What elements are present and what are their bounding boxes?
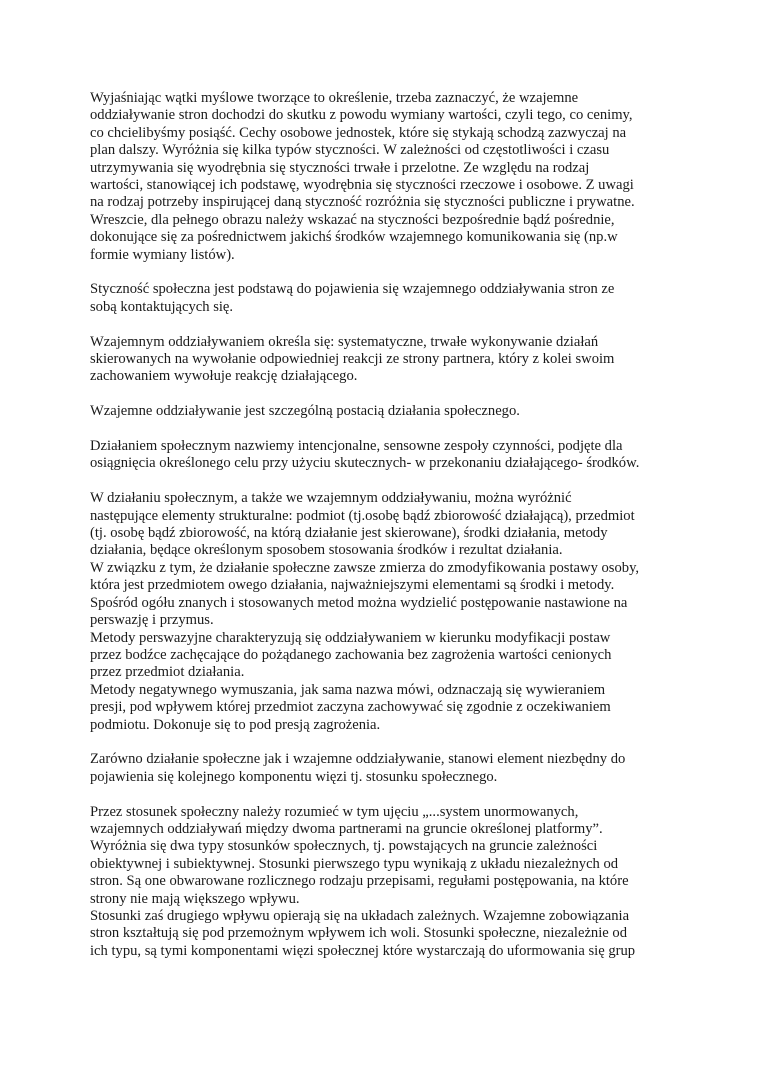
- text-line: (tj. osobę bądź zbiorowość, na którą działanie jest skierowane), środki działania, metody: [90, 525, 608, 542]
- paragraph-4: [90, 403, 670, 420]
- text-line: Metody perswazyjne charakteryzują się oddziaływaniem w kierunku modyfikacji postaw: [90, 629, 611, 646]
- text-line: co chcielibyśmy posiąść. Cechy osobowe jednostek, które się stykają schodzą zazwyczaj na: [90, 124, 627, 141]
- document-page: [90, 90, 670, 960]
- text-line: Wyróżnia się dwa typy stosunków społecznych, tj. powstających na gruncie zależności: [90, 838, 598, 855]
- text-line: perswazję i przymus.: [90, 612, 214, 629]
- text-line: formie wymiany listów).: [90, 246, 235, 263]
- text-line: wzajemnych oddziaływań między dwoma partnerami na gruncie określonej platformy”.: [90, 820, 603, 837]
- text-line: następujące elementy strukturalne: podmiot (tj.osobę bądź zbiorowość działającą), przedmiot: [90, 507, 635, 524]
- text-line: ich typu, są tymi komponentami więzi społecznej które wystarczają do uformowania się grup: [90, 942, 636, 959]
- text-line: utrzymywania się wyodrębnia się styczności trwałe i przelotne. Ze względu na rodzaj: [90, 159, 590, 176]
- text-line: Metody negatywnego wymuszania, jak sama nazwa mówi, odznaczają się wywieraniem: [90, 681, 606, 698]
- text-line: sobą kontaktujących się.: [90, 298, 234, 315]
- text-line: pojawienia się kolejnego komponentu więzi tj. stosunku społecznego.: [90, 768, 498, 785]
- text-line: skierowanych na wywołanie odpowiedniej reakcji ze strony partnera, który z kolei swoim: [90, 351, 615, 368]
- text-line: Wzajemne oddziaływanie jest szczególną postacią działania społecznego.: [90, 403, 520, 420]
- text-line: presji, pod wpływem której przedmiot zaczyna zachowywać się zgodnie z oczekiwaniem: [90, 699, 611, 716]
- text-line: Spośród ogółu znanych i stosowanych metod można wydzielić postępowanie nastawione na: [90, 594, 628, 611]
- text-line: W związku z tym, że działanie społeczne zawsze zmierza do zmodyfikowania postawy osoby,: [90, 559, 640, 576]
- text-line: działania, będące określonym sposobem stosowania środków i rezultat działania.: [90, 542, 563, 559]
- paragraph-1: [90, 90, 670, 264]
- paragraph-6: [90, 490, 670, 734]
- text-line: Zarówno działanie społeczne jak i wzajemne oddziaływanie, stanowi element niezbędny do: [90, 751, 626, 768]
- text-line: dokonujące się za pośrednictwem jakichś środków wzajemnego komunikowania się (np.w: [90, 229, 618, 246]
- paragraph-5: [90, 438, 670, 473]
- paragraph-7: [90, 751, 670, 786]
- text-line: W działaniu społecznym, a także we wzajemnym oddziaływaniu, można wyróżnić: [90, 490, 572, 507]
- paragraph-2: [90, 281, 670, 316]
- text-line: Przez stosunek społeczny należy rozumieć w tym ujęciu „...system unormowanych,: [90, 803, 579, 820]
- text-line: zachowaniem wywołuje reakcję działającego.: [90, 368, 358, 385]
- text-line: Stosunki zaś drugiego wpływu opierają się na układach zależnych. Wzajemne zobowiązania: [90, 907, 630, 924]
- text-line: Wreszcie, dla pełnego obrazu należy wskazać na styczności bezpośrednie bądź pośrednie,: [90, 211, 615, 228]
- text-line: przez przedmiot działania.: [90, 664, 245, 681]
- text-line: Działaniem społecznym nazwiemy intencjonalne, sensowne zespoły czynności, podjęte dla: [90, 438, 623, 455]
- text-line: osiągnięcia określonego celu przy użyciu skutecznych- w przekonaniu działającego- środków.: [90, 455, 640, 472]
- paragraph-8: [90, 804, 670, 961]
- text-line: obiektywnej i subiektywnej. Stosunki pierwszego typu wynikają z układu niezależnych od: [90, 855, 619, 872]
- text-line: wartości, stanowiącej ich podstawę, wyodrębnia się styczności rzeczowe i osobowe. Z uwagi: [90, 177, 634, 194]
- text-line: Wzajemnym oddziaływaniem określa się: systematyczne, trwałe wykonywanie działań: [90, 333, 599, 350]
- text-line: oddziaływanie stron dochodzi do skutku z powodu wymiany wartości, czyli tego, co cenimy,: [90, 107, 633, 124]
- text-line: plan dalszy. Wyróżnia się kilka typów styczności. W zależności od częstotliwości i czasu: [90, 142, 610, 159]
- paragraph-3: [90, 334, 670, 386]
- text-line: na rodzaj potrzeby inspirującej daną styczność rozróżnia się styczności publiczne i prywatne.: [90, 194, 635, 211]
- text-line: stron. Są one obwarowane rozlicznego rodzaju przepisami, regułami postępowania, na które: [90, 873, 629, 890]
- text-line: strony nie mają większego wpływu.: [90, 890, 300, 907]
- text-line: przez bodźce zachęcające do pożądanego zachowania bez zagrożenia wartości cenionych: [90, 646, 612, 663]
- text-line: która jest przedmiotem owego działania, najważniejszymi elementami są środki i metody.: [90, 577, 615, 594]
- text-line: podmiotu. Dokonuje się to pod presją zagrożenia.: [90, 716, 381, 733]
- text-line: Wyjaśniając wątki myślowe tworzące to określenie, trzeba zaznaczyć, że wzajemne: [90, 90, 579, 106]
- text-line: Styczność społeczna jest podstawą do pojawienia się wzajemnego oddziaływania stron ze: [90, 281, 615, 298]
- text-line: stron kształtują się pod przemożnym wpływem ich woli. Stosunki społeczne, niezależnie od: [90, 925, 627, 942]
